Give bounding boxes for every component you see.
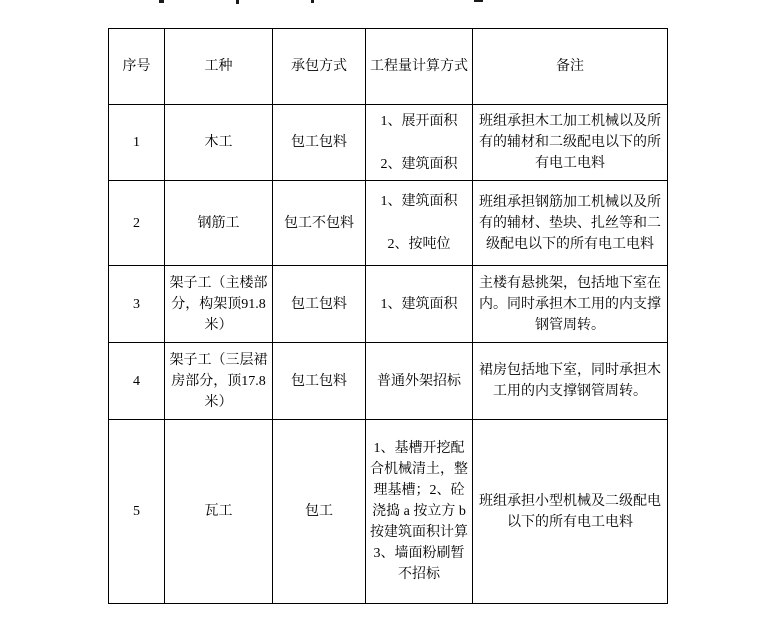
cell-calc <box>366 105 473 181</box>
cell-note: 班组承担小型机械及二级配电以下的所有电工电料 <box>473 420 668 604</box>
calc-item: 1、建筑面积 <box>380 194 458 209</box>
cell-method: 包工 <box>273 420 366 604</box>
calc-item: 普通外架招标 <box>377 373 461 389</box>
clipped-text-fragment <box>236 0 239 4</box>
table-row <box>109 105 668 181</box>
cell-seq: 5 <box>109 420 165 604</box>
table-row <box>109 343 668 420</box>
cell-seq: 2 <box>109 181 165 266</box>
table-row <box>109 181 668 266</box>
header-trade: 工种 <box>165 29 273 105</box>
cell-method: 包工不包料 <box>273 181 366 266</box>
header-note: 备注 <box>473 29 668 105</box>
clipped-text-fragment <box>311 0 314 3</box>
header-seq: 序号 <box>109 29 165 105</box>
cell-note: 裙房包括地下室，同时承担木工用的内支撑钢管周转。 <box>473 343 668 420</box>
cell-seq: 3 <box>109 266 165 343</box>
cell-trade: 钢筋工 <box>165 181 273 266</box>
table-row <box>109 266 668 343</box>
clipped-text-fragment <box>159 0 164 3</box>
cell-method: 包工包料 <box>273 266 366 343</box>
cell-note: 主楼有悬挑架，包括地下室在内。同时承担木工用的内支撑钢管周转。 <box>473 266 668 343</box>
cell-calc <box>366 343 473 420</box>
calc-item: 2、建筑面积 <box>380 156 458 172</box>
cell-calc <box>366 266 473 343</box>
cell-note: 班组承担木工加工机械以及所有的辅材和二级配电以下的所有电工电料 <box>473 105 668 181</box>
calc-item: 1、基槽开挖配合机械清土，整理基槽；2、砼浇捣 a 按立方 b 按建筑面积计算 3、墙面粉刷暂不招标 <box>370 441 468 582</box>
cell-seq: 1 <box>109 105 165 181</box>
clipped-text-fragment <box>474 0 483 2</box>
cell-trade: 架子工（主楼部分，构架顶91.8 米） <box>165 266 273 343</box>
header-calc: 工程量计算方式 <box>366 29 473 105</box>
cell-seq: 4 <box>109 343 165 420</box>
cell-note: 班组承担钢筋加工机械以及所有的辅材、垫块、扎丝等和二级配电以下的所有电工电料 <box>473 181 668 266</box>
table-header-row <box>109 29 668 105</box>
table-row <box>109 420 668 604</box>
calc-item: 2、按吨位 <box>387 237 451 252</box>
calc-item: 1、建筑面积 <box>380 296 458 312</box>
cell-calc <box>366 181 473 266</box>
cell-method: 包工包料 <box>273 105 366 181</box>
cell-trade: 架子工（三层裙房部分，顶17.8 米） <box>165 343 273 420</box>
cell-method: 包工包料 <box>273 343 366 420</box>
calc-item: 1、展开面积 <box>380 113 458 129</box>
cell-trade: 瓦工 <box>165 420 273 604</box>
cell-calc <box>366 420 473 604</box>
header-method: 承包方式 <box>273 29 366 105</box>
labor-contract-table <box>108 28 668 604</box>
cell-trade: 木工 <box>165 105 273 181</box>
